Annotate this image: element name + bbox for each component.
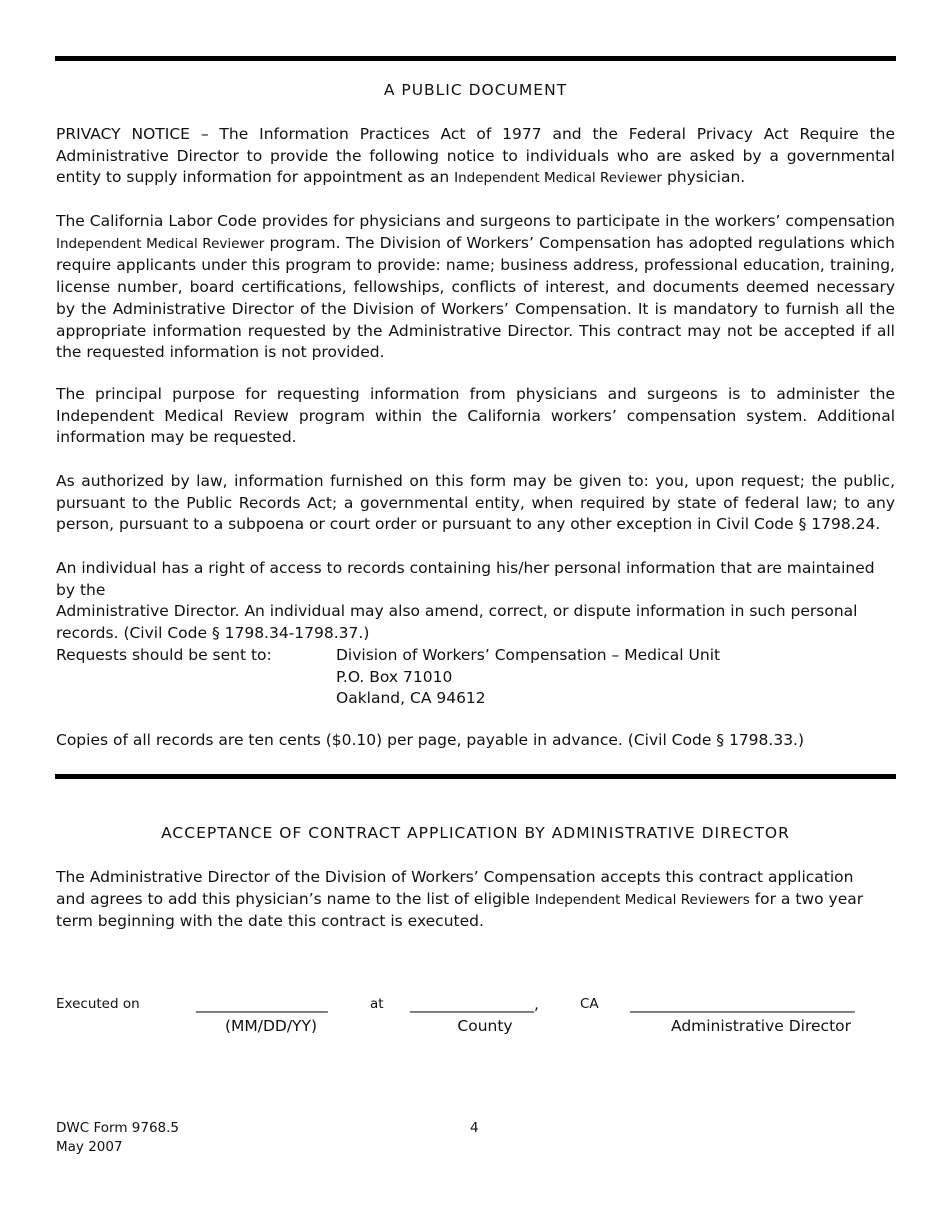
mailing-address (336, 645, 720, 710)
page-number: 4 (470, 1120, 479, 1136)
acceptance-title: ACCEPTANCE OF CONTRACT APPLICATION BY ADMINISTRATIVE DIRECTOR (161, 824, 790, 842)
form-date: May 2007 (56, 1139, 123, 1155)
middle-rule (55, 774, 896, 779)
labor-code-text-a: The California Labor Code provides for physicians and surgeons to participate in the workers’ compensation (56, 212, 895, 230)
access-rights-line-2: Administrative Director. An individual may also amend, correct, or dispute information in such personal (56, 602, 858, 621)
imr-term: Independent Medical Reviewer (454, 170, 663, 187)
authorized-by-law-paragraph: As authorized by law, information furnished on this form may be given to: you, upon request; the public, pursuant to the Public Records Act; a governmental entity, when required by state of federal law; to any person, pursuant to a subpoena or court order or pursuant to any other exception in Civil Code § 1798.24. (56, 472, 895, 534)
date-format-caption: (MM/DD/YY) (224, 1017, 318, 1035)
form-number: DWC Form 9768.5 (56, 1120, 179, 1136)
public-document-title: A PUBLIC DOCUMENT (383, 81, 568, 99)
privacy-notice-text-a: PRIVACY NOTICE – The Information Practices Act of 1977 and the Federal Privacy Act Require the Administrative Director to provide the following notice to individuals who are asked by a governmental entity to supply information for appointment as an (56, 125, 895, 187)
address-line-3: Oakland, CA 94612 (336, 689, 486, 708)
access-rights-line-1: An individual has a right of access to records containing his/her personal information that are maintained by the (56, 559, 875, 599)
copies-fee-note: Copies of all records are ten cents ($0.10) per page, payable in advance. (Civil Code § 1798.33.) (56, 731, 805, 749)
privacy-notice-paragraph (56, 124, 895, 190)
principal-purpose-paragraph: The principal purpose for requesting information from physicians and surgeons is to administer the Independent Medical Review program within the California workers’ compensation system. Additional information may be requested. (56, 385, 895, 447)
state-label: CA (580, 996, 599, 1012)
labor-code-paragraph (56, 211, 895, 364)
acceptance-text-b: for a two year term beginning with the date this contract is executed. (56, 889, 864, 931)
access-rights-line-3: records. (Civil Code § 1798.34-1798.37.) (56, 624, 370, 643)
privacy-notice-text-b: physician. (662, 168, 746, 187)
director-caption: Administrative Director (670, 1017, 851, 1035)
acceptance-text-a: The Administrative Director of the Division of Workers’ Compensation accepts this contract application and agrees to add this physician’s name to the list of eligible (56, 868, 854, 908)
top-rule (55, 56, 896, 61)
acceptance-paragraph (56, 867, 876, 933)
county-caption: County (457, 1017, 513, 1035)
execution-date-line[interactable]: _________________ (196, 995, 328, 1013)
imr-term: Independent Medical Reviewers (534, 891, 750, 908)
requests-sent-to: Requests should be sent to: (56, 645, 272, 664)
address-line-2: P.O. Box 71010 (336, 667, 453, 686)
county-line[interactable]: ________________, (410, 995, 539, 1013)
labor-code-text-b: program. The Division of Workers’ Compensation has adopted regulations which require applicants under this program to provide: name; business address, professional education, training, license number, board certifications, fellowships, conflicts of interest, and documents deemed necessary by the Administrative Director of the Division of Workers’ Compensation. It is mandatory to furnish all the appropriate information requested by the Administrative Director. This contract may not be accepted if all the requested information is not provided. (56, 233, 895, 362)
executed-on-label: Executed on (56, 996, 140, 1012)
at-label: at (370, 996, 384, 1012)
address-line-1: Division of Workers’ Compensation – Medical Unit (336, 646, 721, 664)
imr-term: Independent Medical Reviewer (56, 235, 265, 252)
director-signature-line[interactable]: _____________________________ (630, 995, 855, 1013)
